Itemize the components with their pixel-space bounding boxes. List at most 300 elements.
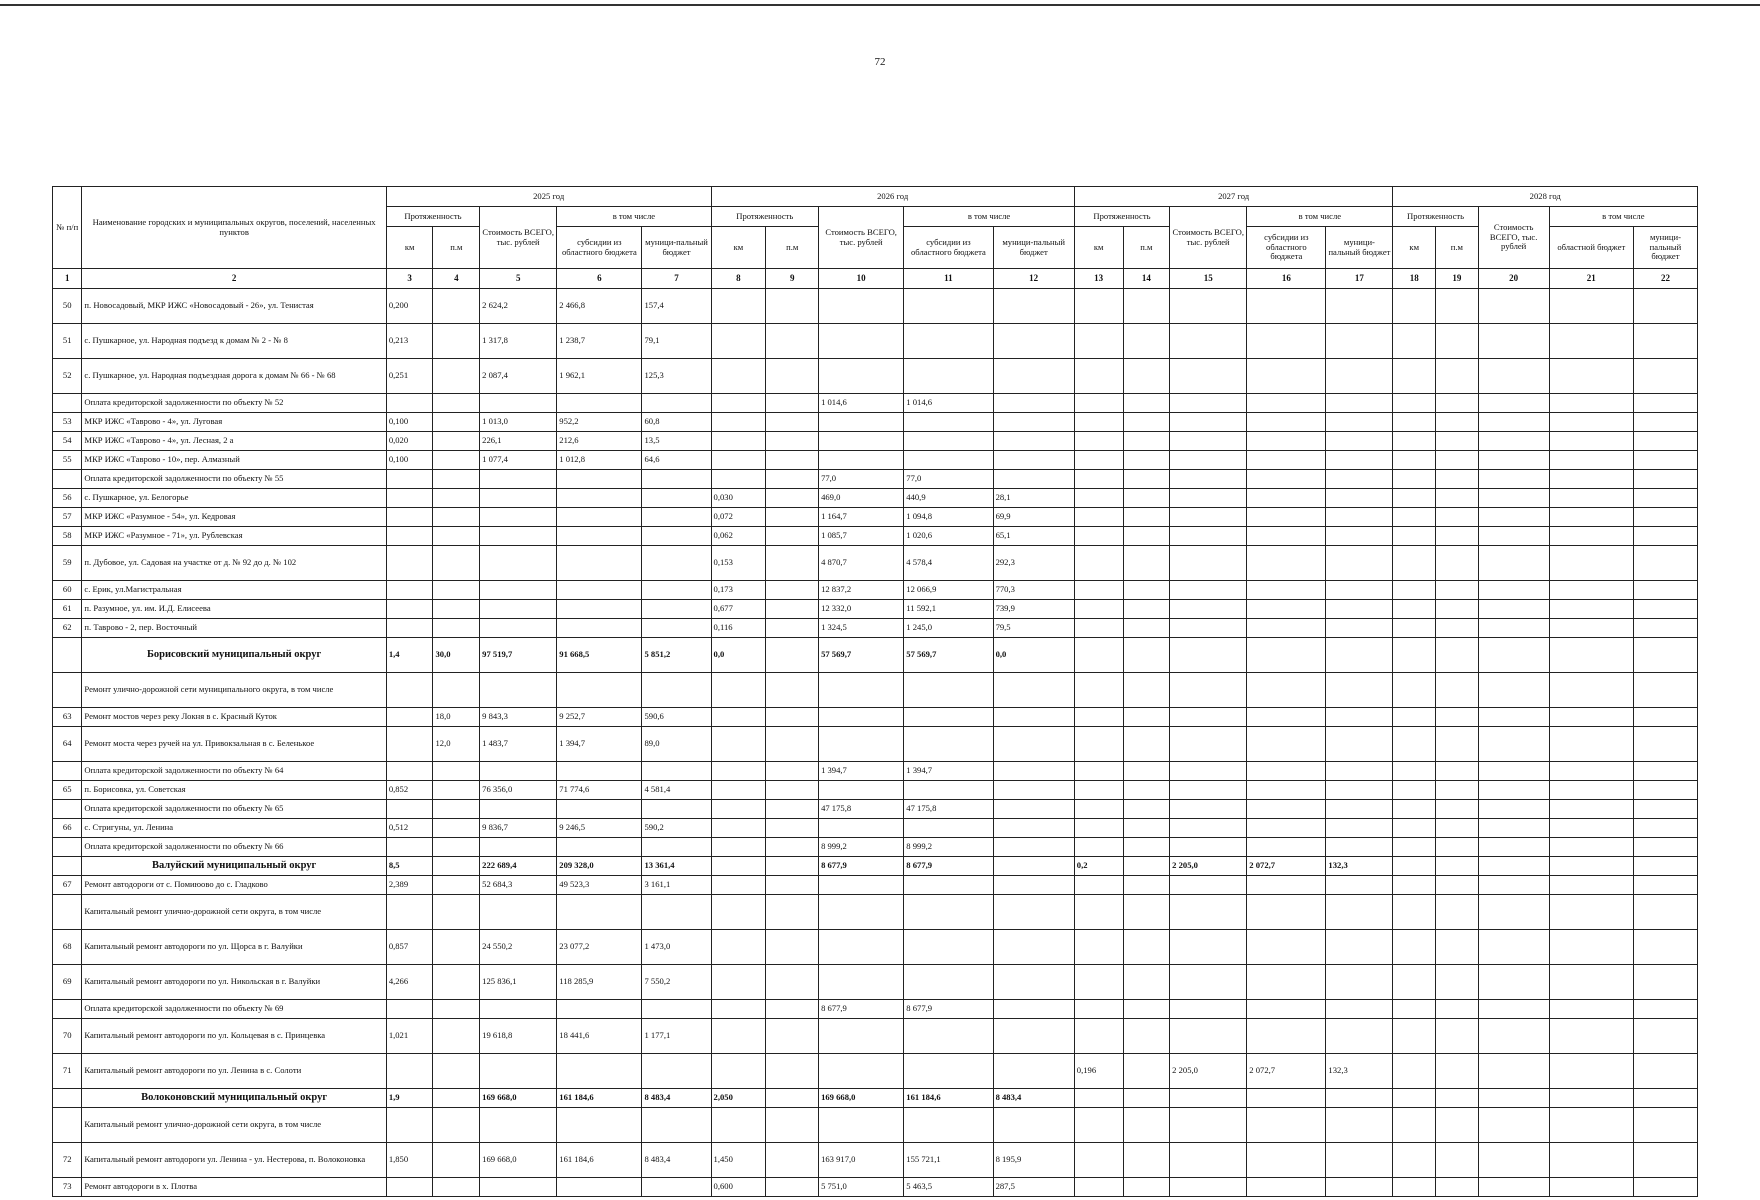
value-cell bbox=[1326, 638, 1393, 673]
value-cell bbox=[433, 413, 480, 432]
value-cell bbox=[1247, 762, 1326, 781]
value-cell bbox=[1247, 819, 1326, 838]
value-cell bbox=[993, 876, 1074, 895]
header-cost-2026: Стоимость ВСЕГО, тыс. рублей bbox=[819, 207, 904, 269]
value-cell bbox=[766, 489, 819, 508]
value-cell bbox=[1436, 527, 1479, 546]
value-cell bbox=[1549, 930, 1633, 965]
value-cell bbox=[1326, 470, 1393, 489]
value-cell: 49 523,3 bbox=[557, 876, 642, 895]
value-cell bbox=[1326, 1000, 1393, 1019]
value-cell: 0,600 bbox=[711, 1178, 766, 1197]
header-pm: п.м bbox=[766, 227, 819, 269]
value-cell bbox=[1436, 965, 1479, 1000]
value-cell bbox=[1247, 489, 1326, 508]
value-cell bbox=[557, 800, 642, 819]
value-cell bbox=[1633, 895, 1697, 930]
value-cell: 30,0 bbox=[433, 638, 480, 673]
value-cell bbox=[1478, 527, 1549, 546]
value-cell bbox=[1436, 508, 1479, 527]
value-cell bbox=[480, 1000, 557, 1019]
value-cell bbox=[1436, 1143, 1479, 1178]
value-cell bbox=[766, 324, 819, 359]
value-cell bbox=[1478, 895, 1549, 930]
object-name: Оплата кредиторской задолженности по объекту № 64 bbox=[82, 762, 386, 781]
value-cell bbox=[1074, 413, 1123, 432]
value-cell bbox=[1170, 781, 1247, 800]
row-number: 60 bbox=[53, 581, 82, 600]
header-incl-2028: в том числе bbox=[1549, 207, 1697, 227]
value-cell bbox=[1170, 546, 1247, 581]
value-cell: 0,0 bbox=[711, 638, 766, 673]
value-cell bbox=[433, 800, 480, 819]
value-cell bbox=[904, 451, 993, 470]
value-cell bbox=[1393, 581, 1436, 600]
value-cell bbox=[1436, 1108, 1479, 1143]
value-cell bbox=[1123, 413, 1170, 432]
value-cell: 57 569,7 bbox=[904, 638, 993, 673]
value-cell bbox=[1549, 895, 1633, 930]
value-cell: 590,2 bbox=[642, 819, 711, 838]
value-cell bbox=[1123, 508, 1170, 527]
value-cell bbox=[1478, 965, 1549, 1000]
value-cell bbox=[1123, 762, 1170, 781]
value-cell bbox=[433, 781, 480, 800]
value-cell bbox=[1633, 508, 1697, 527]
value-cell bbox=[711, 451, 766, 470]
value-cell bbox=[1393, 413, 1436, 432]
row-number bbox=[53, 470, 82, 489]
value-cell: 739,9 bbox=[993, 600, 1074, 619]
value-cell: 64,6 bbox=[642, 451, 711, 470]
value-cell: 125,3 bbox=[642, 359, 711, 394]
header-municipal: муници-пальный бюджет bbox=[1326, 227, 1393, 269]
header-year-2025: 2025 год bbox=[386, 187, 711, 207]
value-cell: 1 394,7 bbox=[904, 762, 993, 781]
row-number bbox=[53, 673, 82, 708]
value-cell bbox=[433, 838, 480, 857]
value-cell bbox=[1123, 527, 1170, 546]
value-cell bbox=[433, 600, 480, 619]
value-cell bbox=[1123, 727, 1170, 762]
value-cell bbox=[711, 762, 766, 781]
value-cell bbox=[1436, 1178, 1479, 1197]
value-cell bbox=[766, 727, 819, 762]
value-cell bbox=[1326, 394, 1393, 413]
value-cell bbox=[1549, 819, 1633, 838]
value-cell bbox=[711, 727, 766, 762]
value-cell bbox=[1074, 359, 1123, 394]
row-number bbox=[53, 838, 82, 857]
value-cell bbox=[766, 432, 819, 451]
value-cell bbox=[1549, 800, 1633, 819]
value-cell bbox=[1393, 289, 1436, 324]
value-cell: 0,072 bbox=[711, 508, 766, 527]
object-name: Капитальный ремонт автодороги по ул. Никольская в г. Валуйки bbox=[82, 965, 386, 1000]
value-cell bbox=[1478, 451, 1549, 470]
value-cell bbox=[1436, 819, 1479, 838]
value-cell: 60,8 bbox=[642, 413, 711, 432]
value-cell bbox=[1393, 857, 1436, 876]
value-cell bbox=[1123, 359, 1170, 394]
value-cell: 8 483,4 bbox=[642, 1089, 711, 1108]
value-cell bbox=[642, 581, 711, 600]
value-cell: 1 394,7 bbox=[819, 762, 904, 781]
value-cell: 8,5 bbox=[386, 857, 433, 876]
row-number: 66 bbox=[53, 819, 82, 838]
value-cell bbox=[1170, 527, 1247, 546]
value-cell bbox=[766, 1089, 819, 1108]
value-cell bbox=[993, 1054, 1074, 1089]
column-number: 19 bbox=[1436, 269, 1479, 289]
district-subtotal-row bbox=[53, 857, 1698, 876]
value-cell bbox=[904, 876, 993, 895]
value-cell bbox=[433, 857, 480, 876]
value-cell: 0,2 bbox=[1074, 857, 1123, 876]
value-cell bbox=[480, 470, 557, 489]
row-number bbox=[53, 638, 82, 673]
row-number: 51 bbox=[53, 324, 82, 359]
value-cell bbox=[819, 895, 904, 930]
value-cell: 0,100 bbox=[386, 413, 433, 432]
value-cell bbox=[386, 489, 433, 508]
column-number-row bbox=[53, 269, 1698, 289]
column-number: 22 bbox=[1633, 269, 1697, 289]
value-cell bbox=[1170, 324, 1247, 359]
value-cell bbox=[1074, 965, 1123, 1000]
row-number: 63 bbox=[53, 708, 82, 727]
value-cell bbox=[386, 673, 433, 708]
value-cell bbox=[1436, 930, 1479, 965]
table-row bbox=[53, 394, 1698, 413]
value-cell bbox=[904, 819, 993, 838]
value-cell bbox=[1633, 800, 1697, 819]
value-cell bbox=[557, 470, 642, 489]
value-cell bbox=[642, 489, 711, 508]
value-cell bbox=[1123, 1108, 1170, 1143]
value-cell bbox=[1478, 1108, 1549, 1143]
value-cell bbox=[1247, 600, 1326, 619]
value-cell bbox=[1633, 451, 1697, 470]
value-cell bbox=[766, 581, 819, 600]
district-subtotal-row bbox=[53, 1089, 1698, 1108]
value-cell bbox=[711, 432, 766, 451]
object-name: Оплата кредиторской задолженности по объекту № 69 bbox=[82, 1000, 386, 1019]
header-regional: областной бюджет bbox=[1549, 227, 1633, 269]
header-length-2025: Протяженность bbox=[386, 207, 479, 227]
column-number: 2 bbox=[82, 269, 386, 289]
value-cell: 0,100 bbox=[386, 451, 433, 470]
value-cell bbox=[993, 819, 1074, 838]
value-cell bbox=[1074, 470, 1123, 489]
value-cell bbox=[904, 673, 993, 708]
row-number: 70 bbox=[53, 1019, 82, 1054]
value-cell bbox=[1478, 470, 1549, 489]
value-cell bbox=[433, 673, 480, 708]
value-cell bbox=[1549, 394, 1633, 413]
value-cell bbox=[766, 1108, 819, 1143]
row-number: 71 bbox=[53, 1054, 82, 1089]
value-cell bbox=[433, 619, 480, 638]
value-cell bbox=[1478, 489, 1549, 508]
value-cell bbox=[1247, 1178, 1326, 1197]
value-cell bbox=[1074, 895, 1123, 930]
object-name: Капитальный ремонт улично-дорожной сети округа, в том числе bbox=[82, 895, 386, 930]
value-cell bbox=[1326, 451, 1393, 470]
value-cell bbox=[1436, 394, 1479, 413]
value-cell bbox=[993, 1019, 1074, 1054]
value-cell bbox=[1074, 762, 1123, 781]
value-cell bbox=[433, 819, 480, 838]
value-cell bbox=[1074, 546, 1123, 581]
value-cell bbox=[1436, 800, 1479, 819]
value-cell bbox=[1633, 930, 1697, 965]
value-cell: 2,389 bbox=[386, 876, 433, 895]
value-cell bbox=[1247, 581, 1326, 600]
value-cell: 8 677,9 bbox=[819, 1000, 904, 1019]
value-cell bbox=[1123, 546, 1170, 581]
table-row bbox=[53, 781, 1698, 800]
value-cell bbox=[1549, 1143, 1633, 1178]
value-cell: 5 751,0 bbox=[819, 1178, 904, 1197]
value-cell: 24 550,2 bbox=[480, 930, 557, 965]
value-cell bbox=[1393, 876, 1436, 895]
value-cell bbox=[1247, 965, 1326, 1000]
value-cell bbox=[1247, 708, 1326, 727]
value-cell bbox=[1393, 527, 1436, 546]
value-cell bbox=[1478, 800, 1549, 819]
header-municipal: муници-пальный бюджет bbox=[1633, 227, 1697, 269]
value-cell bbox=[386, 1108, 433, 1143]
value-cell bbox=[1393, 1019, 1436, 1054]
value-cell bbox=[1123, 1054, 1170, 1089]
table-row bbox=[53, 930, 1698, 965]
value-cell bbox=[711, 1108, 766, 1143]
value-cell bbox=[904, 1108, 993, 1143]
value-cell bbox=[1170, 451, 1247, 470]
value-cell bbox=[1326, 1019, 1393, 1054]
value-cell: 0,200 bbox=[386, 289, 433, 324]
value-cell bbox=[1326, 600, 1393, 619]
value-cell bbox=[1123, 857, 1170, 876]
header-incl-2027: в том числе bbox=[1247, 207, 1393, 227]
value-cell: 161 184,6 bbox=[557, 1143, 642, 1178]
value-cell bbox=[1436, 451, 1479, 470]
object-name: Оплата кредиторской задолженности по объекту № 55 bbox=[82, 470, 386, 489]
value-cell: 0,857 bbox=[386, 930, 433, 965]
value-cell bbox=[1123, 708, 1170, 727]
value-cell bbox=[1478, 1178, 1549, 1197]
value-cell bbox=[1123, 324, 1170, 359]
value-cell: 440,9 bbox=[904, 489, 993, 508]
road-repair-table bbox=[52, 186, 1698, 1197]
value-cell bbox=[642, 508, 711, 527]
value-cell bbox=[642, 394, 711, 413]
value-cell bbox=[1436, 838, 1479, 857]
value-cell bbox=[904, 413, 993, 432]
value-cell bbox=[386, 527, 433, 546]
value-cell bbox=[1123, 1178, 1170, 1197]
object-name: п. Разумное, ул. им. И.Д. Елисеева bbox=[82, 600, 386, 619]
value-cell bbox=[1633, 489, 1697, 508]
value-cell bbox=[557, 600, 642, 619]
value-cell bbox=[1633, 876, 1697, 895]
value-cell bbox=[819, 876, 904, 895]
value-cell bbox=[766, 619, 819, 638]
value-cell bbox=[993, 781, 1074, 800]
value-cell bbox=[386, 394, 433, 413]
table-row bbox=[53, 289, 1698, 324]
value-cell bbox=[642, 800, 711, 819]
object-name: п. Дубовое, ул. Садовая на участке от д. № 92 до д. № 102 bbox=[82, 546, 386, 581]
value-cell: 1 473,0 bbox=[642, 930, 711, 965]
table-row bbox=[53, 489, 1698, 508]
value-cell bbox=[557, 1000, 642, 1019]
value-cell bbox=[1123, 451, 1170, 470]
value-cell: 0,677 bbox=[711, 600, 766, 619]
value-cell bbox=[1074, 727, 1123, 762]
value-cell bbox=[819, 413, 904, 432]
value-cell: 2 087,4 bbox=[480, 359, 557, 394]
table-row bbox=[53, 508, 1698, 527]
value-cell bbox=[1478, 1143, 1549, 1178]
value-cell bbox=[1326, 781, 1393, 800]
value-cell bbox=[993, 1108, 1074, 1143]
value-cell bbox=[1633, 1054, 1697, 1089]
value-cell bbox=[711, 838, 766, 857]
value-cell bbox=[433, 1019, 480, 1054]
value-cell bbox=[993, 838, 1074, 857]
value-cell bbox=[433, 1143, 480, 1178]
row-number: 68 bbox=[53, 930, 82, 965]
table-row bbox=[53, 876, 1698, 895]
value-cell bbox=[766, 470, 819, 489]
value-cell bbox=[1326, 838, 1393, 857]
value-cell bbox=[1478, 1019, 1549, 1054]
value-cell: 2 205,0 bbox=[1170, 1054, 1247, 1089]
value-cell: 28,1 bbox=[993, 489, 1074, 508]
value-cell bbox=[711, 1000, 766, 1019]
value-cell bbox=[1247, 1143, 1326, 1178]
value-cell bbox=[993, 394, 1074, 413]
value-cell bbox=[1549, 600, 1633, 619]
row-number: 54 bbox=[53, 432, 82, 451]
value-cell: 79,5 bbox=[993, 619, 1074, 638]
column-number: 3 bbox=[386, 269, 433, 289]
value-cell bbox=[642, 673, 711, 708]
value-cell bbox=[642, 470, 711, 489]
value-cell bbox=[1247, 359, 1326, 394]
value-cell bbox=[1549, 451, 1633, 470]
value-cell bbox=[433, 324, 480, 359]
value-cell bbox=[1074, 673, 1123, 708]
value-cell bbox=[766, 413, 819, 432]
value-cell bbox=[711, 876, 766, 895]
value-cell bbox=[1170, 619, 1247, 638]
column-number: 4 bbox=[433, 269, 480, 289]
value-cell bbox=[433, 546, 480, 581]
value-cell: 57 569,7 bbox=[819, 638, 904, 673]
table-body bbox=[53, 289, 1698, 1197]
value-cell bbox=[386, 762, 433, 781]
value-cell bbox=[1247, 619, 1326, 638]
value-cell bbox=[1074, 324, 1123, 359]
header-length-2028: Протяженность bbox=[1393, 207, 1478, 227]
value-cell bbox=[386, 581, 433, 600]
value-cell bbox=[386, 838, 433, 857]
value-cell bbox=[1633, 1143, 1697, 1178]
value-cell: 1 077,4 bbox=[480, 451, 557, 470]
value-cell bbox=[1074, 838, 1123, 857]
row-number bbox=[53, 1089, 82, 1108]
value-cell bbox=[557, 1178, 642, 1197]
value-cell bbox=[1436, 359, 1479, 394]
value-cell bbox=[1436, 727, 1479, 762]
value-cell bbox=[1326, 673, 1393, 708]
value-cell: 12 066,9 bbox=[904, 581, 993, 600]
value-cell bbox=[1247, 546, 1326, 581]
column-number: 8 bbox=[711, 269, 766, 289]
value-cell bbox=[1170, 965, 1247, 1000]
value-cell bbox=[819, 432, 904, 451]
value-cell bbox=[1170, 600, 1247, 619]
row-number: 65 bbox=[53, 781, 82, 800]
value-cell bbox=[766, 781, 819, 800]
value-cell bbox=[480, 394, 557, 413]
value-cell: 8 195,9 bbox=[993, 1143, 1074, 1178]
row-number: 58 bbox=[53, 527, 82, 546]
column-number: 16 bbox=[1247, 269, 1326, 289]
value-cell bbox=[993, 470, 1074, 489]
column-number: 5 bbox=[480, 269, 557, 289]
value-cell bbox=[480, 762, 557, 781]
value-cell bbox=[1326, 930, 1393, 965]
value-cell bbox=[1123, 581, 1170, 600]
value-cell bbox=[1436, 600, 1479, 619]
row-number: 69 bbox=[53, 965, 82, 1000]
value-cell: 1 324,5 bbox=[819, 619, 904, 638]
value-cell bbox=[1170, 432, 1247, 451]
header-year-2027: 2027 год bbox=[1074, 187, 1393, 207]
value-cell bbox=[1170, 819, 1247, 838]
value-cell bbox=[1478, 413, 1549, 432]
value-cell bbox=[1074, 1000, 1123, 1019]
value-cell bbox=[480, 508, 557, 527]
value-cell: 1 014,6 bbox=[904, 394, 993, 413]
value-cell bbox=[1549, 1108, 1633, 1143]
value-cell: 1,9 bbox=[386, 1089, 433, 1108]
value-cell bbox=[1633, 432, 1697, 451]
object-name: Оплата кредиторской задолженности по объекту № 52 bbox=[82, 394, 386, 413]
value-cell bbox=[1170, 727, 1247, 762]
value-cell: 2 205,0 bbox=[1170, 857, 1247, 876]
value-cell: 1,850 bbox=[386, 1143, 433, 1178]
header-cost-2028: Стоимость ВСЕГО, тыс. рублей bbox=[1478, 207, 1549, 269]
value-cell bbox=[1393, 819, 1436, 838]
value-cell: 161 184,6 bbox=[904, 1089, 993, 1108]
value-cell: 0,512 bbox=[386, 819, 433, 838]
value-cell bbox=[1393, 1143, 1436, 1178]
header-pm: п.м bbox=[433, 227, 480, 269]
value-cell bbox=[993, 1000, 1074, 1019]
value-cell bbox=[766, 762, 819, 781]
district-name: Валуйский муниципальный округ bbox=[82, 857, 386, 876]
value-cell bbox=[1123, 619, 1170, 638]
value-cell bbox=[1478, 394, 1549, 413]
value-cell bbox=[1247, 930, 1326, 965]
value-cell bbox=[1478, 289, 1549, 324]
value-cell bbox=[711, 324, 766, 359]
